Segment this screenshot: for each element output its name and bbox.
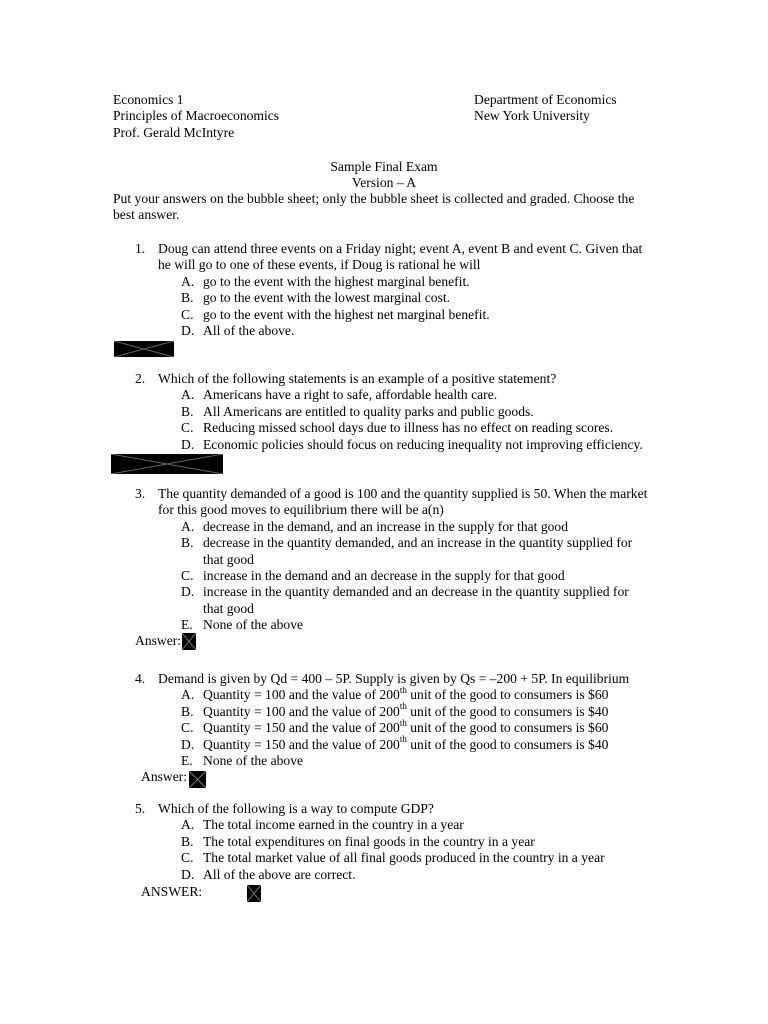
university-name: New York University bbox=[474, 108, 590, 124]
option-d: D. All of the above are correct. bbox=[181, 866, 356, 882]
option-b: B. All Americans are entitled to quality parks and public goods. bbox=[181, 403, 534, 419]
option-a: A. Quantity = 100 and the value of 200th unit of the good to consumers is $60 bbox=[181, 684, 609, 703]
question-number: 1. bbox=[135, 241, 146, 256]
option-d: D. Quantity = 150 and the value of 200th unit of the good to consumers is $40 bbox=[181, 734, 609, 752]
course-title: Principles of Macroeconomics bbox=[113, 108, 280, 124]
option-b: B. go to the event with the lowest marginal cost. bbox=[181, 290, 451, 306]
answer-label-3: Answer: bbox=[135, 633, 182, 648]
option-e: E. None of the above bbox=[181, 753, 304, 769]
option-c: C. Reducing missed school days due to illness has no effect on reading scores. bbox=[181, 420, 614, 436]
department-name: Department of Economics bbox=[474, 92, 617, 107]
department-info bbox=[474, 92, 617, 125]
option-c: C. go to the event with the highest net marginal benefit. bbox=[181, 306, 490, 322]
question-number: 3. bbox=[135, 486, 146, 501]
redacted-answer-2 bbox=[111, 454, 223, 474]
question-1 bbox=[135, 241, 655, 339]
answer-label-5: ANSWER: bbox=[141, 884, 203, 899]
option-b: B. decrease in the quantity demanded, and an increase in the quantity supplied for that good bbox=[181, 535, 633, 567]
redacted-answer-1 bbox=[114, 341, 174, 357]
question-text: Which of the following statements is an example of a positive statement? bbox=[158, 371, 557, 386]
question-3 bbox=[135, 486, 655, 634]
redacted-answer-5 bbox=[247, 885, 261, 902]
question-text: The quantity demanded of a good is 100 and the quantity supplied is 50. When the market for this good moves to equilibrium there will be a(n) bbox=[158, 486, 648, 518]
option-b: B. Quantity = 100 and the value of 200th unit of the good to consumers is $40 bbox=[181, 701, 609, 719]
option-c: C. increase in the demand and an decrease in the supply for that good bbox=[181, 568, 565, 584]
option-d: D. increase in the quantity demanded and an decrease in the quantity supplied for that good bbox=[181, 584, 629, 616]
option-a: A. Americans have a right to safe, affordable health care. bbox=[181, 387, 498, 403]
option-d: D. All of the above. bbox=[181, 323, 295, 339]
option-b: B. The total expenditures on final goods in the country in a year bbox=[181, 833, 535, 849]
redacted-answer-4 bbox=[189, 771, 206, 788]
answer-label-4: Answer: bbox=[141, 769, 188, 784]
question-4 bbox=[135, 671, 655, 769]
question-text: Doug can attend three events on a Friday night; event A, event B and event C. Given that he will go to one of these events, if Doug is rational he will bbox=[158, 241, 643, 273]
option-c: C. Quantity = 150 and the value of 200th unit of the good to consumers is $60 bbox=[181, 717, 609, 736]
option-e: E. None of the above bbox=[181, 617, 304, 633]
course-number: Economics 1 bbox=[113, 92, 184, 107]
option-a: A. go to the event with the highest marginal benefit. bbox=[181, 273, 470, 289]
instructions: Put your answers on the bubble sheet; only the bubble sheet is collected and graded. Choose the best answer. bbox=[113, 191, 635, 223]
option-c: C. The total market value of all final goods produced in the country in a year bbox=[181, 850, 605, 866]
course-info bbox=[113, 92, 279, 141]
question-text: Which of the following is a way to compute GDP? bbox=[158, 801, 434, 816]
question-5 bbox=[135, 801, 655, 883]
question-2 bbox=[135, 371, 655, 453]
redacted-answer-3 bbox=[182, 633, 196, 650]
question-number: 2. bbox=[135, 371, 146, 386]
option-d: D. Economic policies should focus on reducing inequality not improving efficiency. bbox=[181, 436, 643, 452]
question-number: 5. bbox=[135, 801, 146, 816]
option-a: A. decrease in the demand, and an increase in the supply for that good bbox=[181, 518, 569, 534]
option-a: A. The total income earned in the country in a year bbox=[181, 817, 464, 833]
professor-name: Prof. Gerald McIntyre bbox=[113, 124, 235, 140]
exam-title: Sample Final Exam bbox=[330, 159, 438, 174]
question-number: 4. bbox=[135, 671, 146, 686]
exam-version: Version – A bbox=[351, 175, 417, 190]
question-text: Demand is given by Qd = 400 – 5P. Supply is given by Qs = –200 + 5P. In equilibrium bbox=[158, 671, 630, 686]
